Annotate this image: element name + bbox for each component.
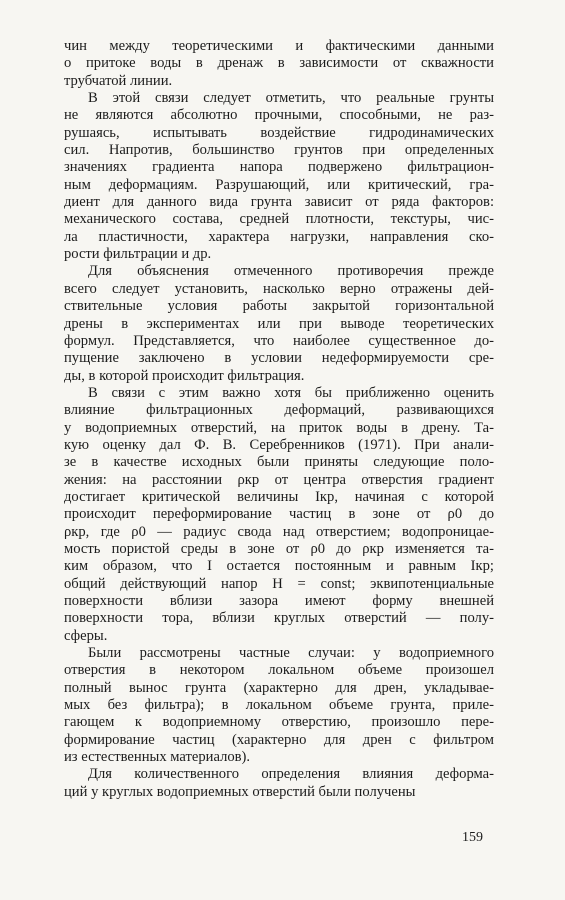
text-line: всего следует установить, насколько верно отражены дей- <box>64 280 494 297</box>
text-line: ла пластичности, характера нагрузки, направления ско- <box>64 228 494 245</box>
text-line: ким образом, что I остается постоянным и равным Iкр; <box>64 558 494 575</box>
text-line: не являются абсолютно прочными, способными, не раз- <box>64 107 494 124</box>
text-line: влияние фильтрационных деформаций, развивающихся <box>64 402 494 419</box>
text-line: Для объяснения отмеченного противоречия прежде <box>88 263 494 280</box>
text-line: дрены в экспериментах или при выводе теоретических <box>64 315 494 332</box>
text-line: чин между теоретическими и фактическими данными <box>64 38 494 54</box>
text-line: значениях градиента напора подвержено фильтрацион- <box>64 159 494 176</box>
text-line: В связи с этим важно хотя бы приближенно оценить <box>88 384 494 401</box>
text-line: поверхности тора, вблизи круглых отверстий — полу- <box>64 610 494 627</box>
text-line: о притоке воды в дренаж в зависимости от скважности <box>64 55 494 72</box>
paragraph <box>64 38 494 90</box>
text-line: ций у круглых водоприемных отверстий были получены <box>64 783 416 800</box>
text-line: мость пористой среды в зоне от ρ0 до ρкр изменяется та- <box>64 540 494 557</box>
text-line: полный вынос грунта (характерно для дрен, укладывае- <box>64 679 494 696</box>
text-line: из естественных материалов). <box>64 749 251 766</box>
text-line: поверхности вблизи зазора имеют форму внешней <box>64 593 494 609</box>
text-line: у водоприемных отверстий, на приток воды в дрену. Та- <box>64 419 494 436</box>
text-line: рушаясь, испытывать воздействие гидродинамических <box>64 124 494 141</box>
text-line: Для количественного определения влияния деформа- <box>88 766 494 783</box>
text-line: жения: на расстоянии ρкр от центра отверстия градиент <box>64 471 494 488</box>
paragraph <box>64 766 494 801</box>
text-line: В этой связи следует отметить, что реальные грунты <box>88 90 494 107</box>
text-line: сил. Напротив, большинство грунтов при определенных <box>64 142 494 159</box>
text-line: пущение заключено в условии недеформируемости сре- <box>64 350 494 367</box>
text-line: достигает критической величины Iкр, начиная с которой <box>64 488 494 505</box>
text-line: отверстия в некотором локальном объеме произошел <box>64 662 494 679</box>
text-line: зе в качестве исходных были приняты следующие поло- <box>64 454 494 471</box>
text-line: Были рассмотрены частные случаи: у водоприемного <box>88 645 494 662</box>
text-line: рости фильтрации и др. <box>64 246 212 263</box>
paragraph <box>64 90 494 263</box>
text-line: ным деформациям. Разрушающий, или критический, гра- <box>64 176 494 193</box>
paragraph <box>64 645 494 766</box>
text-line: ды, в которой происходит фильтрация. <box>64 367 305 384</box>
text-line: кую оценку дал Ф. В. Серебренников (1971). При анали- <box>64 436 494 453</box>
text-line: формул. Представляется, что наиболее существенное до- <box>64 332 494 349</box>
text-line: общий действующий напор H = const; эквипотенциальные <box>64 575 494 592</box>
text-line: ρкр, где ρ0 — радиус свода над отверстием; водопроницае- <box>64 523 494 540</box>
paragraph <box>64 263 494 384</box>
text-line: диент для данного вида грунта зависит от ряда факторов: <box>64 194 494 211</box>
text-line: сферы. <box>64 627 108 644</box>
text-line: механического состава, средней плотности, текстуры, чис- <box>64 211 494 228</box>
text-line: трубчатой линии. <box>64 72 173 89</box>
page-number: 159 <box>462 830 483 845</box>
text-line: гающем к водоприемному отверстию, произошло пере- <box>64 714 494 731</box>
text-line: формирование частиц (характерно для дрен с фильтром <box>64 731 494 748</box>
text-line: мых без фильтра); в локальном объеме грунта, приле- <box>64 697 494 714</box>
text-line: ствительные условия работы закрытой горизонтальной <box>64 298 494 315</box>
paragraph <box>64 385 494 645</box>
body-text <box>64 38 494 801</box>
text-line: происходит переформирование частиц в зоне от ρ0 до <box>64 506 494 523</box>
